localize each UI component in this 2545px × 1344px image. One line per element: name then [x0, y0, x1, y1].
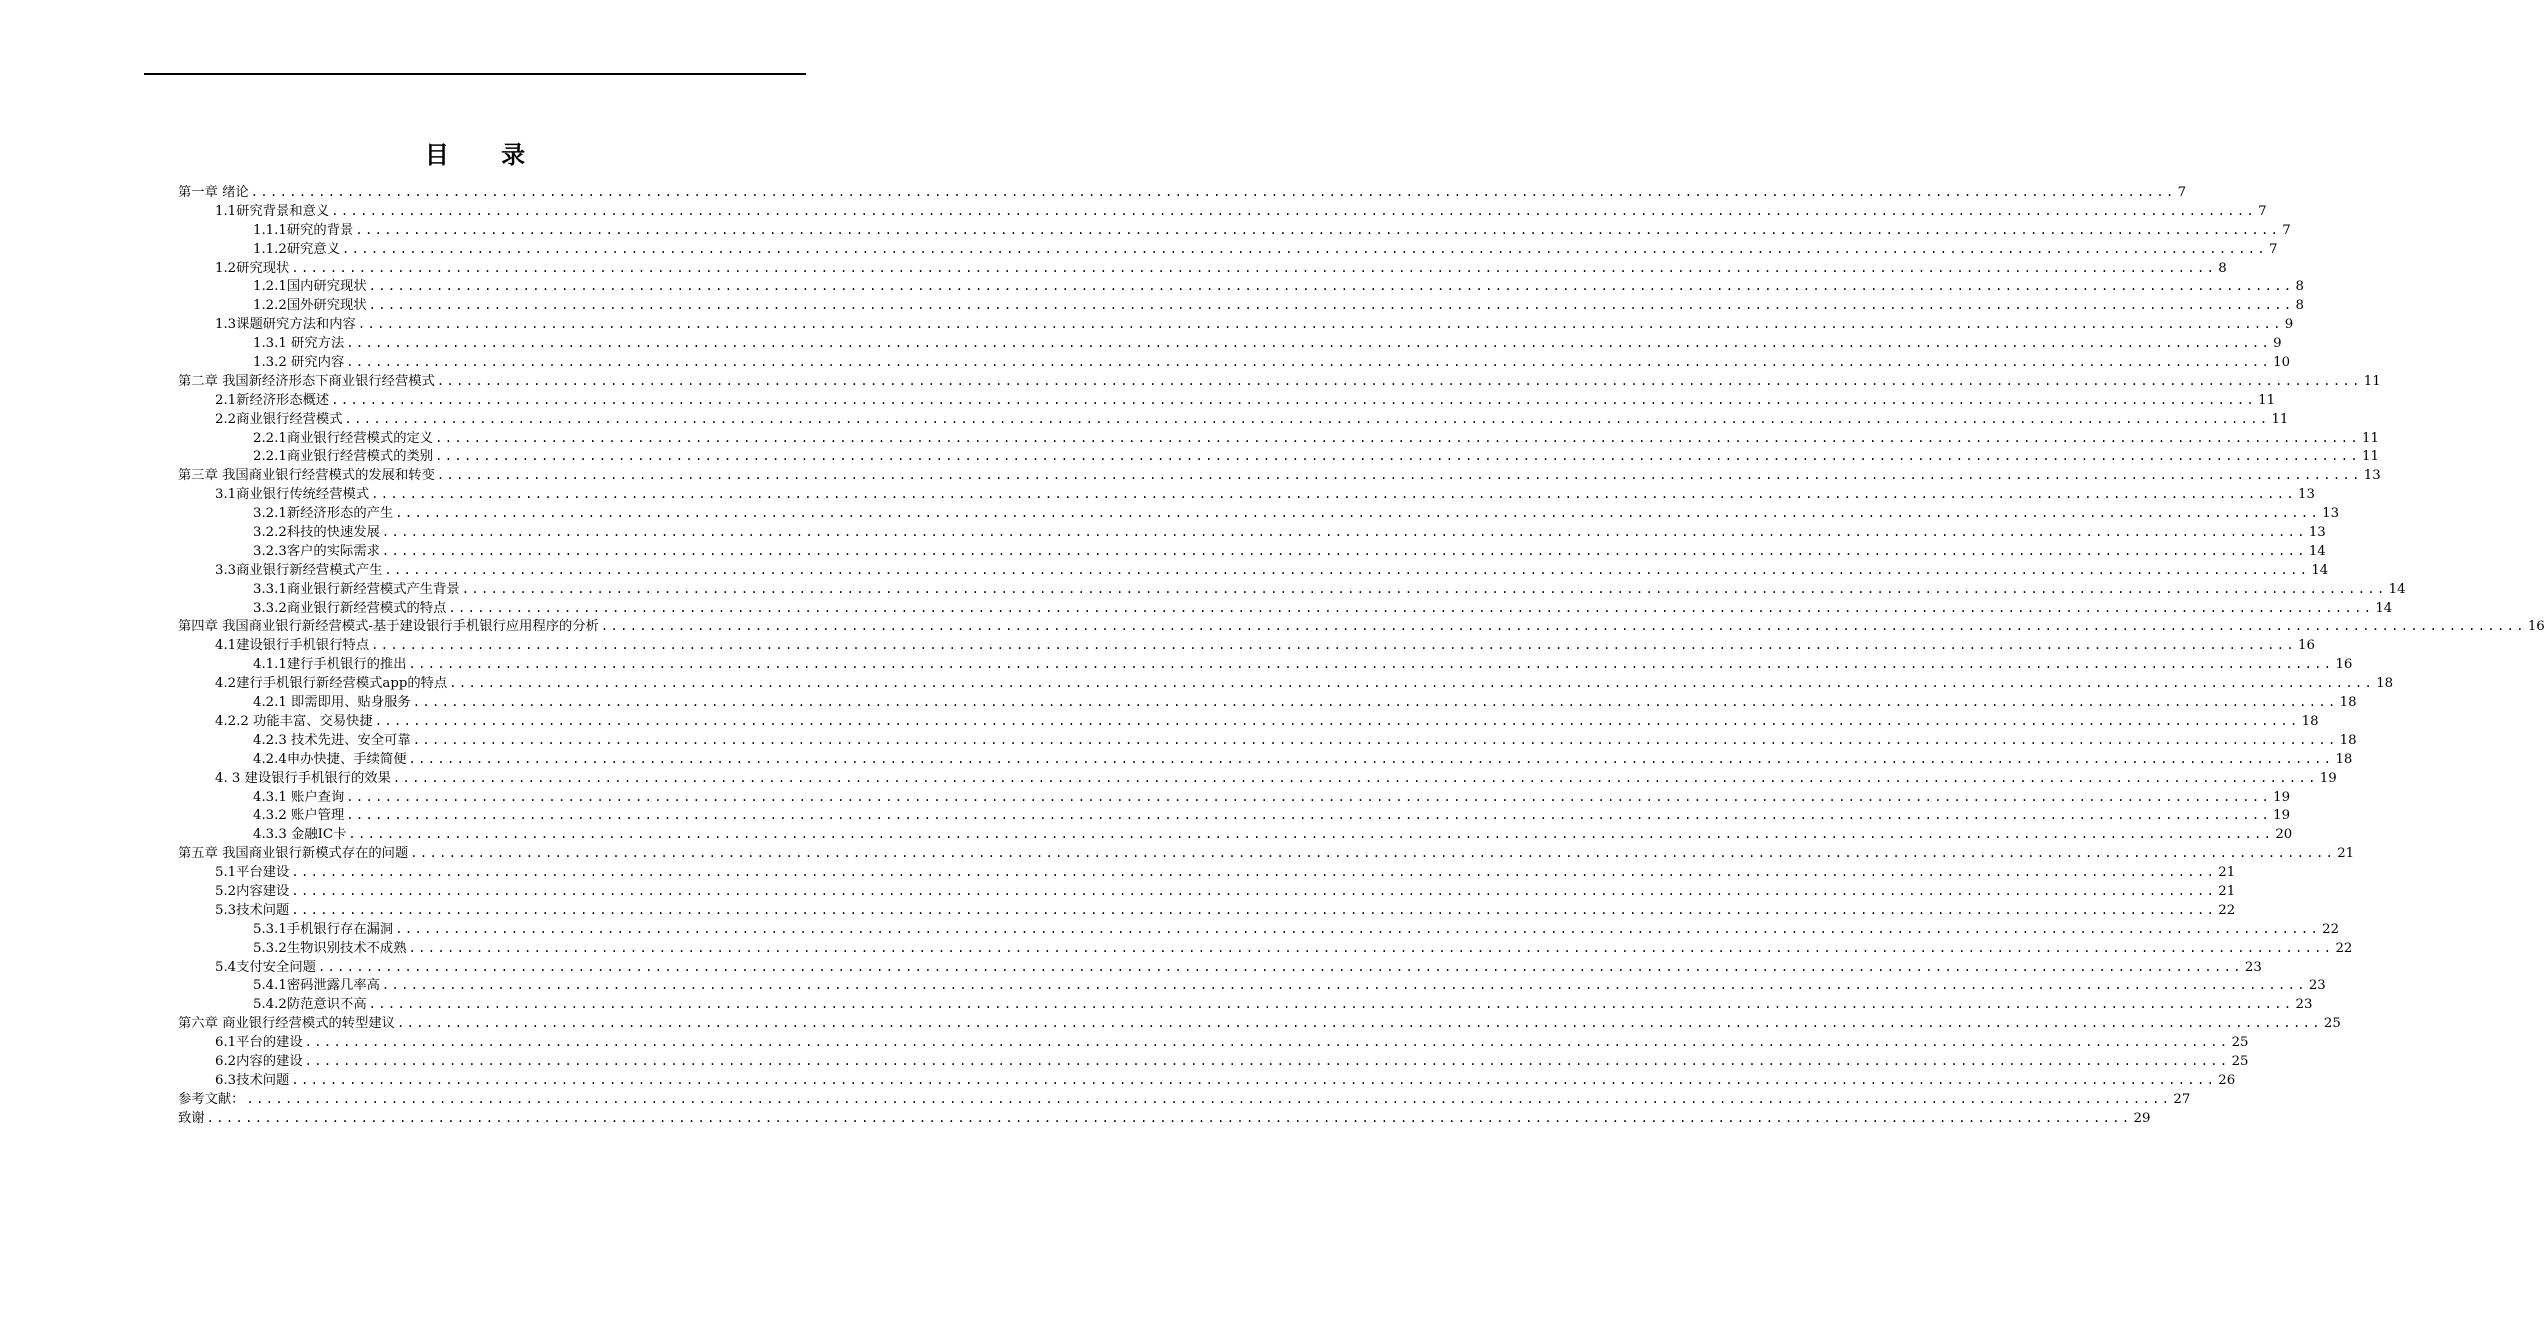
toc-entry[interactable]: [178, 221, 2291, 240]
toc-entry[interactable]: [178, 693, 2357, 712]
toc-page-number: 25: [2231, 1053, 2249, 1069]
toc-page-number: 8: [2295, 298, 2305, 314]
toc-page-number: 21: [2218, 883, 2236, 899]
toc-page-number: 19: [2273, 789, 2291, 805]
toc-dot-leader: ........................................................................................................................................................................................................: [408, 940, 2334, 955]
toc-dot-leader: ........................................................................................................................................................................................................: [291, 1072, 2217, 1087]
toc-page-number: 18: [2339, 732, 2357, 748]
toc-entry-title: 4.3.1 账户查询: [253, 789, 345, 805]
toc-entry-title: 3.3.1商业银行新经营模式产生背景: [253, 581, 460, 597]
toc-page-number: 14: [2375, 600, 2393, 616]
toc-entry[interactable]: [178, 844, 2355, 863]
toc-page-number: 9: [2273, 336, 2282, 352]
toc-entry[interactable]: [178, 315, 2294, 334]
toc-dot-leader: ........................................................................................................................................................................................................: [317, 959, 2243, 974]
toc-entry[interactable]: [178, 655, 2353, 674]
toc-page-number: 16: [2335, 657, 2353, 673]
toc-entry[interactable]: [178, 183, 2187, 202]
toc-dot-leader: ........................................................................................................................................................................................................: [396, 1016, 2322, 1031]
toc-dot-leader: ........................................................................................................................................................................................................: [408, 751, 2334, 766]
toc-page-number: 8: [2295, 279, 2305, 295]
toc-dot-leader: ........................................................................................................................................................................................................: [395, 506, 2321, 521]
toc-entry[interactable]: [178, 466, 2381, 485]
toc-entry-title: 1.3.2 研究内容: [253, 355, 345, 371]
toc-dot-leader: ........................................................................................................................................................................................................: [436, 468, 2362, 483]
toc-entry[interactable]: [178, 731, 2357, 750]
toc-page-number: 22: [2218, 902, 2236, 918]
toc-dot-leader: ........................................................................................................................................................................................................: [348, 827, 2274, 842]
toc-entry-title: 致谢: [178, 1110, 205, 1126]
toc-dot-leader: ........................................................................................................................................................................................................: [342, 241, 2267, 256]
toc-entry[interactable]: [178, 825, 2293, 844]
toc-entry-title: 4. 3 建设银行手机银行的效果: [215, 770, 391, 786]
toc-entry-title: 1.1.1研究的背景: [253, 222, 354, 238]
toc-dot-leader: ........................................................................................................................................................................................................: [410, 846, 2336, 861]
toc-page-number: 26: [2218, 1072, 2236, 1088]
toc-page-number: 18: [2376, 676, 2394, 692]
toc-entry-title: 3.2.1新经济形态的产生: [253, 506, 394, 522]
toc-dot-leader: ........................................................................................................................................................................................................: [250, 185, 2176, 199]
toc-entry[interactable]: [178, 1071, 2236, 1090]
toc-entry-title: 4.2.4申办快捷、手续简便: [253, 751, 407, 767]
toc-entry-title: 1.1.2研究意义: [253, 241, 341, 257]
toc-dot-leader: ........................................................................................................................................................................................................: [291, 902, 2217, 917]
toc-page-number: 11: [2271, 411, 2289, 427]
toc-entry-title: 1.3.1 研究方法: [253, 336, 345, 352]
toc-dot-leader: ........................................................................................................................................................................................................: [412, 695, 2338, 710]
toc-entry[interactable]: [178, 391, 2276, 410]
toc-page-number: 23: [2308, 978, 2326, 994]
toc-dot-leader: ........................................................................................................................................................................................................: [381, 978, 2307, 993]
toc-entry-title: 5.3.2生物识别技术不成熟: [253, 940, 407, 956]
toc-dot-leader: ........................................................................................................................................................................................................: [435, 430, 2361, 445]
toc-entry[interactable]: [178, 901, 2236, 920]
toc-page-number: 13: [2298, 487, 2315, 503]
toc-entry-title: 4.2.3 技术先进、安全可靠: [253, 732, 411, 748]
toc-dot-leader: ........................................................................................................................................................................................................: [408, 657, 2334, 672]
toc-entry-title: 4.3.2 账户管理: [253, 808, 345, 824]
toc-entry[interactable]: [178, 1090, 2191, 1109]
toc-entry-title: 2.2商业银行经营模式: [215, 411, 343, 427]
toc-entry[interactable]: [178, 599, 2393, 618]
toc-page-number: 11: [2258, 392, 2276, 408]
toc-page-number: 11: [2362, 449, 2379, 465]
toc-dot-leader: ........................................................................................................................................................................................................: [355, 222, 2281, 237]
toc-entry[interactable]: [178, 617, 2545, 636]
toc-entry[interactable]: [178, 296, 2305, 315]
toc-entry-title: 2.2.1商业银行经营模式的定义: [253, 430, 434, 446]
toc-page-number: 27: [2173, 1091, 2191, 1107]
toc-entry-title: 1.3课题研究方法和内容: [215, 317, 356, 333]
toc-entry[interactable]: [178, 939, 2353, 958]
toc-dot-leader: ........................................................................................................................................................................................................: [304, 1035, 2230, 1050]
toc-entry-title: 5.4.2防范意识不高: [253, 997, 367, 1013]
toc-entry-title: 3.3.2商业银行新经营模式的特点: [253, 600, 447, 616]
toc-dot-leader: ........................................................................................................................................................................................................: [435, 449, 2361, 464]
table-of-contents: [178, 183, 2545, 1128]
toc-entry[interactable]: [178, 523, 2326, 542]
toc-entry[interactable]: [178, 920, 2340, 939]
toc-entry[interactable]: [178, 240, 2278, 259]
toc-dot-leader: ........................................................................................................................................................................................................: [461, 581, 2387, 596]
toc-entry[interactable]: [178, 995, 2313, 1014]
toc-dot-leader: ........................................................................................................................................................................................................: [412, 732, 2338, 747]
toc-entry[interactable]: [178, 958, 2262, 977]
toc-entry[interactable]: [178, 788, 2291, 807]
toc-page-number: 22: [2335, 940, 2353, 956]
toc-dot-leader: ........................................................................................................................................................................................................: [344, 411, 2270, 426]
toc-entry-title: 2.2.1商业银行经营模式的类别: [253, 449, 434, 465]
toc-dot-leader: ........................................................................................................................................................................................................: [384, 562, 2310, 577]
toc-dot-leader: ........................................................................................................................................................................................................: [304, 1053, 2230, 1068]
toc-entry-title: 4.2.2 功能丰富、交易快捷: [215, 713, 373, 729]
toc-entry[interactable]: [178, 504, 2340, 523]
toc-page-number: 22: [2322, 921, 2340, 937]
toc-entry[interactable]: [178, 1014, 2341, 1033]
toc-page-number: 23: [2244, 959, 2262, 975]
toc-dot-leader: ........................................................................................................................................................................................................: [371, 638, 2297, 653]
toc-dot-leader: ........................................................................................................................................................................................................: [449, 676, 2375, 691]
toc-entry[interactable]: [178, 410, 2289, 429]
toc-entry-title: 3.1商业银行传统经营模式: [215, 487, 370, 503]
toc-entry[interactable]: [178, 806, 2291, 825]
toc-entry[interactable]: [178, 769, 2337, 788]
toc-entry[interactable]: [178, 580, 2406, 599]
toc-entry-title: 4.1.1建行手机银行的推出: [253, 657, 407, 673]
toc-entry-title: 6.2内容的建设: [215, 1053, 303, 1069]
toc-entry-title: 4.3.3 金融IC卡: [253, 827, 347, 843]
toc-page-number: 7: [2177, 185, 2187, 200]
toc-page-number: 19: [2319, 770, 2337, 786]
toc-page-number: 9: [2284, 317, 2294, 333]
toc-dot-leader: ........................................................................................................................................................................................................: [368, 298, 2294, 313]
toc-page-number: 14: [2308, 543, 2326, 559]
toc-dot-leader: ........................................................................................................................................................................................................: [392, 770, 2318, 785]
toc-entry[interactable]: [178, 259, 2227, 278]
toc-entry[interactable]: [178, 485, 2315, 504]
toc-entry-title: 第三章 我国商业银行经营模式的发展和转变: [178, 468, 435, 484]
toc-entry-title: 第四章 我国商业银行新经营模式-基于建设银行手机银行应用程序的分析: [178, 619, 599, 635]
toc-entry[interactable]: [178, 429, 2379, 448]
toc-entry[interactable]: [178, 1052, 2249, 1071]
toc-entry-title: 第六章 商业银行经营模式的转型建议: [178, 1016, 395, 1032]
toc-page-number: 19: [2273, 808, 2291, 824]
toc-entry-title: 5.2内容建设: [215, 883, 290, 899]
toc-entry-title: 3.2.2科技的快速发展: [253, 525, 380, 541]
toc-entry[interactable]: [178, 750, 2353, 769]
toc-entry[interactable]: [178, 353, 2291, 372]
toc-entry[interactable]: [178, 1033, 2249, 1052]
toc-entry[interactable]: [178, 277, 2305, 296]
toc-entry-title: 4.2.1 即需即用、贴身服务: [253, 695, 411, 711]
toc-dot-leader: ........................................................................................................................................................................................................: [206, 1110, 2132, 1125]
toc-entry-title: 5.3技术问题: [215, 902, 290, 918]
toc-page-number: 21: [2337, 846, 2355, 862]
toc-dot-leader: ........................................................................................................................................................................................................: [448, 600, 2374, 615]
toc-entry-title: 5.3.1手机银行存在漏洞: [253, 921, 394, 937]
toc-entry[interactable]: [178, 447, 2379, 466]
toc-dot-leader: ........................................................................................................................................................................................................: [331, 203, 2257, 218]
toc-entry[interactable]: [178, 202, 2267, 221]
toc-page-number: 14: [2311, 562, 2329, 578]
toc-entry[interactable]: [178, 976, 2326, 995]
toc-entry[interactable]: [178, 372, 2381, 391]
page-title: 目 录: [424, 141, 548, 169]
toc-dot-leader: ........................................................................................................................................................................................................: [436, 373, 2362, 388]
toc-page-number: 13: [2322, 506, 2340, 522]
toc-dot-leader: ........................................................................................................................................................................................................: [331, 392, 2257, 407]
toc-page-number: 10: [2273, 355, 2291, 371]
toc-entry[interactable]: [178, 1109, 2151, 1128]
toc-entry-title: 参考文献：: [178, 1091, 245, 1107]
toc-entry[interactable]: [178, 712, 2319, 731]
toc-entry[interactable]: [178, 863, 2236, 882]
toc-entry-title: 第二章 我国新经济形态下商业银行经营模式: [178, 373, 435, 389]
toc-page-number: 7: [2282, 222, 2291, 238]
toc-entry[interactable]: [178, 542, 2326, 561]
toc-entry[interactable]: [178, 636, 2315, 655]
header-rule: [144, 73, 806, 75]
toc-page-number: 23: [2295, 997, 2313, 1013]
toc-entry-title: 3.3商业银行新经营模式产生: [215, 562, 383, 578]
toc-dot-leader: ........................................................................................................................................................................................................: [381, 543, 2307, 558]
toc-dot-leader: ........................................................................................................................................................................................................: [395, 921, 2321, 936]
toc-page-number: 11: [2362, 430, 2379, 446]
toc-page-number: 11: [2363, 373, 2381, 389]
toc-dot-leader: ........................................................................................................................................................................................................: [381, 525, 2307, 540]
toc-page-number: 16: [2298, 638, 2315, 654]
toc-page-number: 18: [2301, 713, 2319, 729]
toc-entry-title: 5.4支付安全问题: [215, 959, 316, 975]
toc-entry-title: 6.3技术问题: [215, 1072, 290, 1088]
toc-dot-leader: ........................................................................................................................................................................................................: [600, 619, 2526, 634]
toc-entry[interactable]: [178, 334, 2282, 353]
toc-entry-title: 第五章 我国商业银行新模式存在的问题: [178, 846, 409, 862]
toc-entry-title: 1.2.2国外研究现状: [253, 298, 367, 314]
toc-dot-leader: ........................................................................................................................................................................................................: [291, 865, 2217, 880]
toc-page-number: 14: [2388, 581, 2406, 597]
toc-entry-title: 5.4.1密码泄露几率高: [253, 978, 380, 994]
toc-dot-leader: ........................................................................................................................................................................................................: [371, 487, 2297, 502]
toc-entry[interactable]: [178, 674, 2394, 693]
toc-entry-title: 4.2建行手机银行新经营模式app的特点: [215, 676, 448, 692]
toc-page-number: 7: [2268, 241, 2278, 257]
toc-dot-leader: ........................................................................................................................................................................................................: [368, 279, 2294, 294]
toc-dot-leader: ........................................................................................................................................................................................................: [346, 789, 2272, 804]
toc-dot-leader: ........................................................................................................................................................................................................: [291, 260, 2217, 275]
toc-entry-title: 3.2.3客户的实际需求: [253, 543, 380, 559]
toc-dot-leader: ........................................................................................................................................................................................................: [368, 997, 2294, 1012]
toc-dot-leader: ........................................................................................................................................................................................................: [291, 883, 2217, 898]
toc-entry-title: 1.2研究现状: [215, 260, 290, 276]
toc-entry-title: 1.1研究背景和意义: [215, 203, 330, 219]
toc-page-number: 18: [2339, 695, 2357, 711]
toc-entry-title: 5.1平台建设: [215, 865, 290, 881]
toc-entry-title: 1.2.1国内研究现状: [253, 279, 367, 295]
toc-page-number: 7: [2258, 203, 2267, 219]
toc-dot-leader: ........................................................................................................................................................................................................: [346, 336, 2272, 351]
toc-page-number: 8: [2218, 260, 2227, 276]
toc-page-number: 21: [2218, 865, 2236, 881]
toc-page-number: 18: [2335, 751, 2353, 767]
toc-entry-title: 6.1平台的建设: [215, 1035, 303, 1051]
toc-page-number: 16: [2527, 619, 2545, 635]
toc-page-number: 25: [2231, 1035, 2249, 1051]
toc-page-number: 25: [2323, 1016, 2341, 1032]
toc-entry[interactable]: [178, 561, 2329, 580]
toc-dot-leader: ........................................................................................................................................................................................................: [357, 317, 2283, 332]
toc-page-number: 13: [2363, 468, 2381, 484]
toc-page-number: 20: [2275, 827, 2293, 843]
toc-dot-leader: ........................................................................................................................................................................................................: [374, 713, 2300, 728]
toc-dot-leader: ........................................................................................................................................................................................................: [246, 1091, 2172, 1106]
toc-entry-title: 第一章 绪论: [178, 185, 249, 200]
toc-dot-leader: ........................................................................................................................................................................................................: [346, 808, 2272, 823]
toc-entry-title: 2.1新经济形态概述: [215, 392, 330, 408]
toc-page-number: 13: [2308, 525, 2326, 541]
toc-dot-leader: ........................................................................................................................................................................................................: [346, 355, 2272, 370]
toc-entry-title: 4.1建设银行手机银行特点: [215, 638, 370, 654]
toc-entry[interactable]: [178, 882, 2236, 901]
toc-page-number: 29: [2133, 1110, 2151, 1126]
